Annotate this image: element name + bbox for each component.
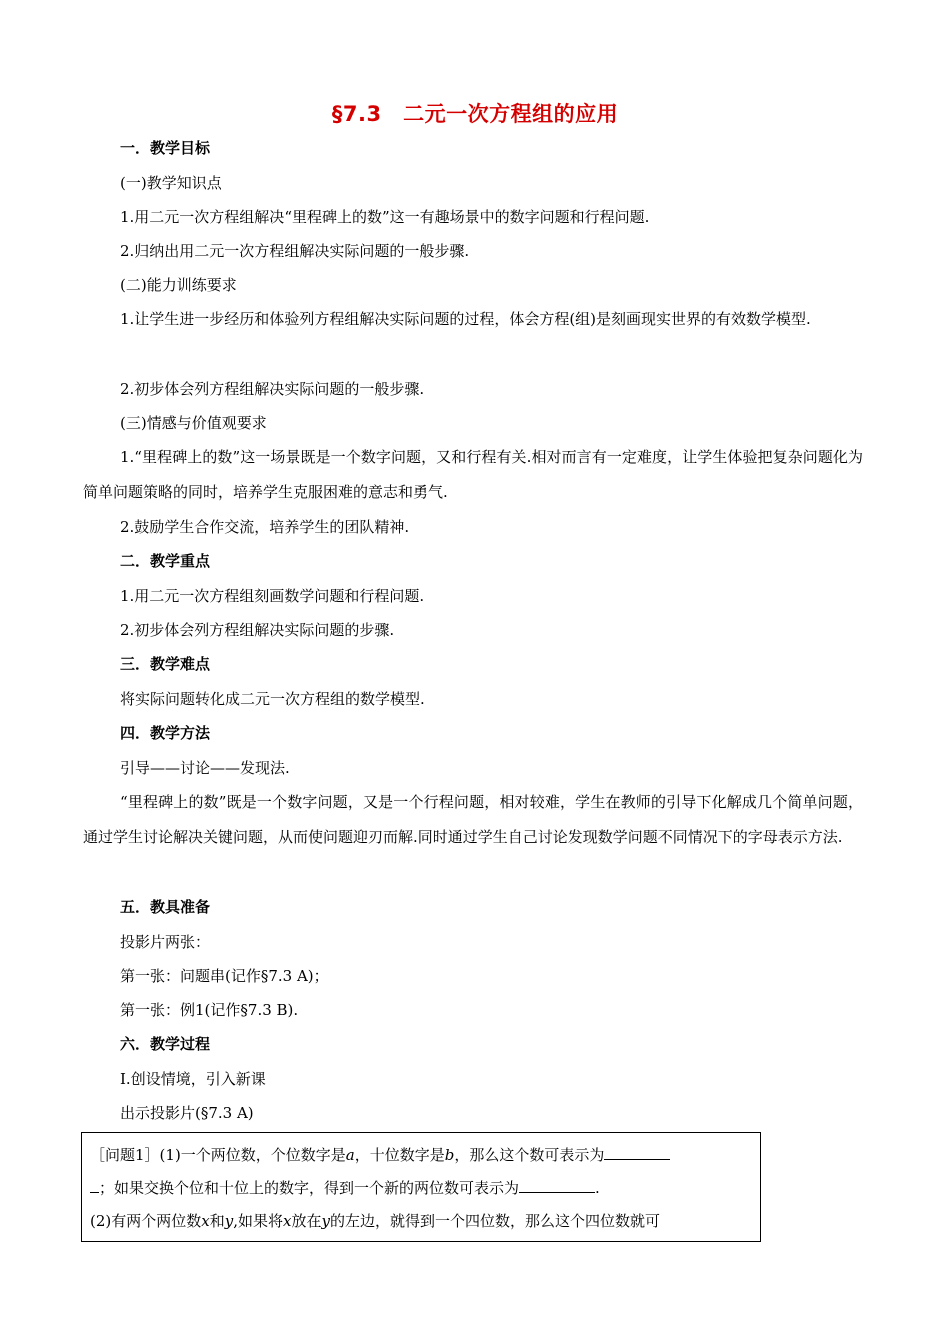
problem-text: ，那么这个数可表示为: [454, 1146, 605, 1164]
problem-text: ；如果交换个位和十位上的数字，得到一个新的两位数可表示为: [99, 1179, 520, 1197]
ability-item-2: 2.初步体会列方程组解决实际问题的一般步骤.: [120, 380, 425, 398]
section-heading-difficulties: 三．教学难点: [120, 655, 211, 673]
problem-text: (2)有两个两位数: [90, 1212, 202, 1230]
process-step-1: Ⅰ.创设情境，引入新课: [120, 1070, 266, 1088]
problem-text: 和: [209, 1212, 225, 1230]
variable-x: x: [201, 1212, 210, 1230]
problem-line-3: [90, 1205, 752, 1238]
values-item-2: 2.鼓励学生合作交流，培养学生的团队精神.: [120, 518, 410, 536]
problem-box: [81, 1132, 761, 1242]
answer-blank: [90, 1178, 99, 1193]
key-point-2: 2.初步体会列方程组解决实际问题的步骤.: [120, 621, 395, 639]
answer-blank: [519, 1178, 595, 1193]
subheading-values: (三)情感与价值观要求: [120, 414, 267, 432]
ability-item-1: 1.让学生进一步经历和体验列方程组解决实际问题的过程，体会方程(组)是刻画现实世界的有效数学模型.: [120, 310, 811, 328]
method-paragraph: “里程碑上的数”既是一个数字问题，又是一个行程问题，相对较难，学生在教师的引导下化解成几个简单问题，通过学生讨论解决关键问题，从而使问题迎刃而解.同时通过学生自己讨论发现数学问题不同情况下的字母表示方法.: [83, 793, 863, 846]
section-heading-key-points: 二．教学重点: [120, 552, 211, 570]
materials-item-1: 投影片两张：: [120, 933, 211, 951]
section-heading-process: 六．教学过程: [120, 1035, 211, 1053]
answer-blank: [604, 1145, 670, 1160]
variable-y: y: [224, 1212, 234, 1230]
variable-b: b: [444, 1146, 455, 1164]
problem-text: ，十位数字是: [354, 1146, 445, 1164]
problem-text: ,如果将: [233, 1212, 283, 1230]
variable-x: x: [283, 1212, 292, 1230]
process-show-slide: 出示投影片(§7.3 A): [120, 1104, 254, 1122]
difficulty-text: 将实际问题转化成二元一次方程组的数学模型.: [120, 690, 425, 708]
section-heading-objectives: 一．教学目标: [120, 139, 211, 157]
method-text: 引导——讨论——发现法.: [120, 759, 290, 777]
problem-line-1: [90, 1139, 752, 1172]
variable-a: a: [345, 1146, 355, 1164]
values-item-1: 1.“里程碑上的数”这一场景既是一个数字问题，又和行程有关.相对而言有一定难度，让学生体验把复杂问题化为简单问题策略的同时，培养学生克服困难的意志和勇气.: [83, 448, 863, 501]
knowledge-item-2: 2.归纳出用二元一次方程组解决实际问题的一般步骤.: [120, 242, 470, 260]
section-heading-methods: 四．教学方法: [120, 724, 211, 742]
problem-text: 放在: [291, 1212, 322, 1230]
materials-item-2: 第一张：问题串(记作§7.3 A)；: [120, 967, 329, 985]
materials-item-3: 第一张：例1(记作§7.3 B).: [120, 1001, 299, 1019]
page-title: §7.3 二元一次方程组的应用: [331, 102, 619, 126]
problem-line-2: [90, 1172, 752, 1205]
subheading-ability: (二)能力训练要求: [120, 276, 237, 294]
knowledge-item-1: 1.用二元一次方程组解决“里程碑上的数”这一有趣场景中的数字问题和行程问题.: [120, 208, 650, 226]
key-point-1: 1.用二元一次方程组刻画数学问题和行程问题.: [120, 587, 425, 605]
section-heading-materials: 五．教具准备: [120, 898, 211, 916]
subheading-knowledge: (一)教学知识点: [120, 174, 222, 192]
problem-text: .: [595, 1179, 600, 1197]
problem-text: ［问题1］(1)一个两位数，个位数字是: [90, 1146, 346, 1164]
variable-y: y: [321, 1212, 330, 1230]
problem-text: 的左边，就得到一个四位数，那么这个四位数就可: [329, 1212, 660, 1230]
